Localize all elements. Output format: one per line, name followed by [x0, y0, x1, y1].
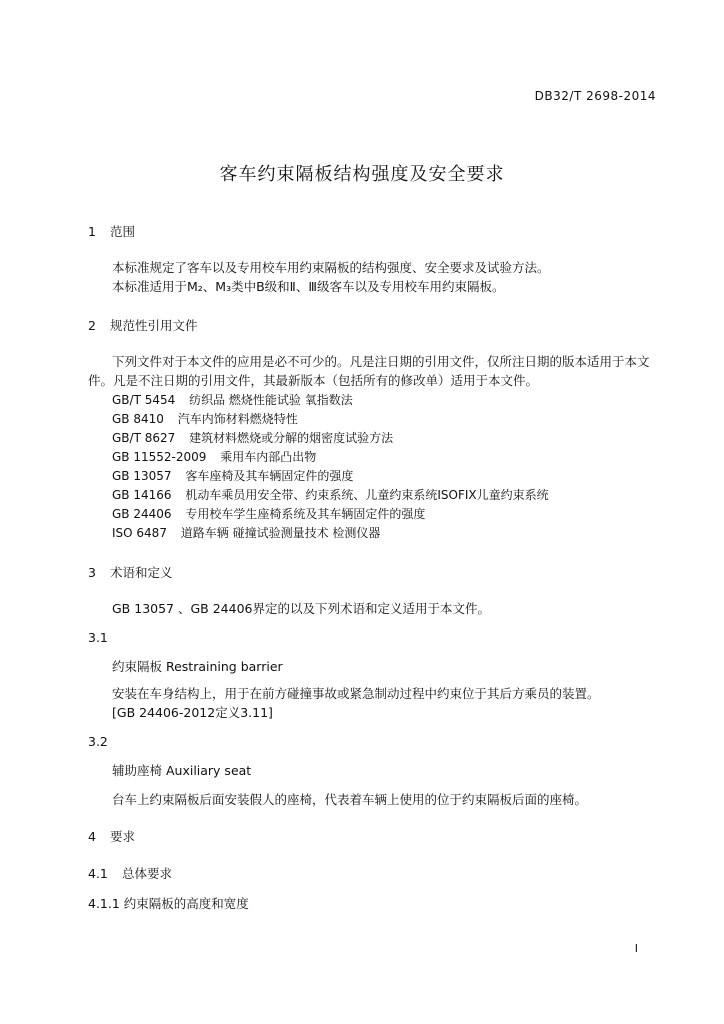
- document-title: 客车约束隔板结构强度及安全要求: [219, 164, 505, 185]
- reference-title: 道路车辆 碰撞试验测量技术 检测仪器: [180, 526, 381, 540]
- references-paragraph-line-2: 件。凡是不注日期的引用文件，其最新版本（包括所有的修改单）适用于本文件。: [88, 373, 539, 388]
- section-2-heading: [88, 316, 198, 334]
- reference-item: [112, 429, 393, 446]
- section-1-heading: [88, 222, 135, 240]
- section-number: 4: [88, 829, 96, 844]
- reference-code: GB 13057: [112, 469, 172, 483]
- reference-title: 建筑材料燃烧或分解的烟密度试验方法: [189, 431, 394, 445]
- term-3-2-number: 3.2: [88, 734, 108, 749]
- terms-intro-paragraph: GB 13057 、GB 24406界定的以及下列术语和定义适用于本文件。: [112, 601, 490, 616]
- reference-code: GB/T 5454: [112, 393, 176, 407]
- reference-code: GB/T 8627: [112, 431, 176, 445]
- reference-item: [112, 448, 316, 465]
- section-number: 2: [88, 318, 96, 333]
- reference-code: GB 11552-2009: [112, 450, 207, 464]
- reference-code: GB 14166: [112, 488, 172, 502]
- section-label: 范围: [109, 224, 135, 239]
- standard-code: DB32/T 2698-2014: [534, 89, 656, 103]
- term-3-1-name: 约束隔板 Restraining barrier: [112, 659, 283, 674]
- reference-item: [112, 505, 425, 522]
- section-label: 规范性引用文件: [109, 318, 198, 333]
- reference-title: 专用校车学生座椅系统及其车辆固定件的强度: [185, 507, 426, 521]
- section-number: 1: [88, 224, 96, 239]
- reference-code: GB 24406: [112, 507, 172, 521]
- reference-title: 机动车乘员用安全带、约束系统、儿童约束系统ISOFIX儿童约束系统: [185, 488, 549, 502]
- reference-title: 纺织品 燃烧性能试验 氧指数法: [189, 393, 353, 407]
- section-label: 要求: [109, 829, 135, 844]
- reference-item: [112, 486, 549, 503]
- reference-item: [112, 524, 380, 541]
- page-number: I: [634, 942, 638, 955]
- term-3-2-definition: 台车上约束隔板后面安装假人的座椅，代表着车辆上使用的位于约束隔板后面的座椅。: [112, 792, 588, 807]
- reference-title: 客车座椅及其车辆固定件的强度: [185, 469, 354, 483]
- scope-paragraph-2: 本标准适用于M₂、M₃类中B级和Ⅱ、Ⅲ级客车以及专用校车用约束隔板。: [112, 279, 505, 294]
- reference-item: [112, 467, 353, 484]
- section-3-heading: [88, 563, 173, 581]
- reference-code: ISO 6487: [112, 526, 167, 540]
- term-3-2-name: 辅助座椅 Auxiliary seat: [112, 763, 252, 778]
- reference-title: 乘用车内部凸出物: [220, 450, 317, 464]
- reference-title: 汽车内饰材料燃烧特性: [177, 412, 298, 426]
- references-paragraph-line-1: 下列文件对于本文件的应用是必不可少的。凡是注日期的引用文件，仅所注日期的版本适用于本文: [112, 354, 650, 369]
- term-3-1-source: [GB 24406-2012定义3.11]: [112, 705, 273, 720]
- section-label: 总体要求: [121, 866, 172, 881]
- section-number: 3: [88, 565, 96, 580]
- section-label: 术语和定义: [109, 565, 173, 580]
- section-4-1-1-heading: 4.1.1 约束隔板的高度和宽度: [88, 896, 249, 911]
- section-4-1-heading: [88, 864, 172, 882]
- reference-item: [112, 410, 298, 427]
- reference-code: GB 8410: [112, 412, 164, 426]
- scope-paragraph-1: 本标准规定了客车以及专用校车用约束隔板的结构强度、安全要求及试验方法。: [112, 260, 550, 275]
- term-3-1-definition: 安装在车身结构上，用于在前方碰撞事故或紧急制动过程中约束位于其后方乘员的装置。: [112, 686, 600, 701]
- section-number: 4.1: [88, 866, 108, 881]
- section-4-heading: [88, 827, 135, 845]
- term-3-1-number: 3.1: [88, 630, 108, 645]
- reference-item: [112, 391, 353, 408]
